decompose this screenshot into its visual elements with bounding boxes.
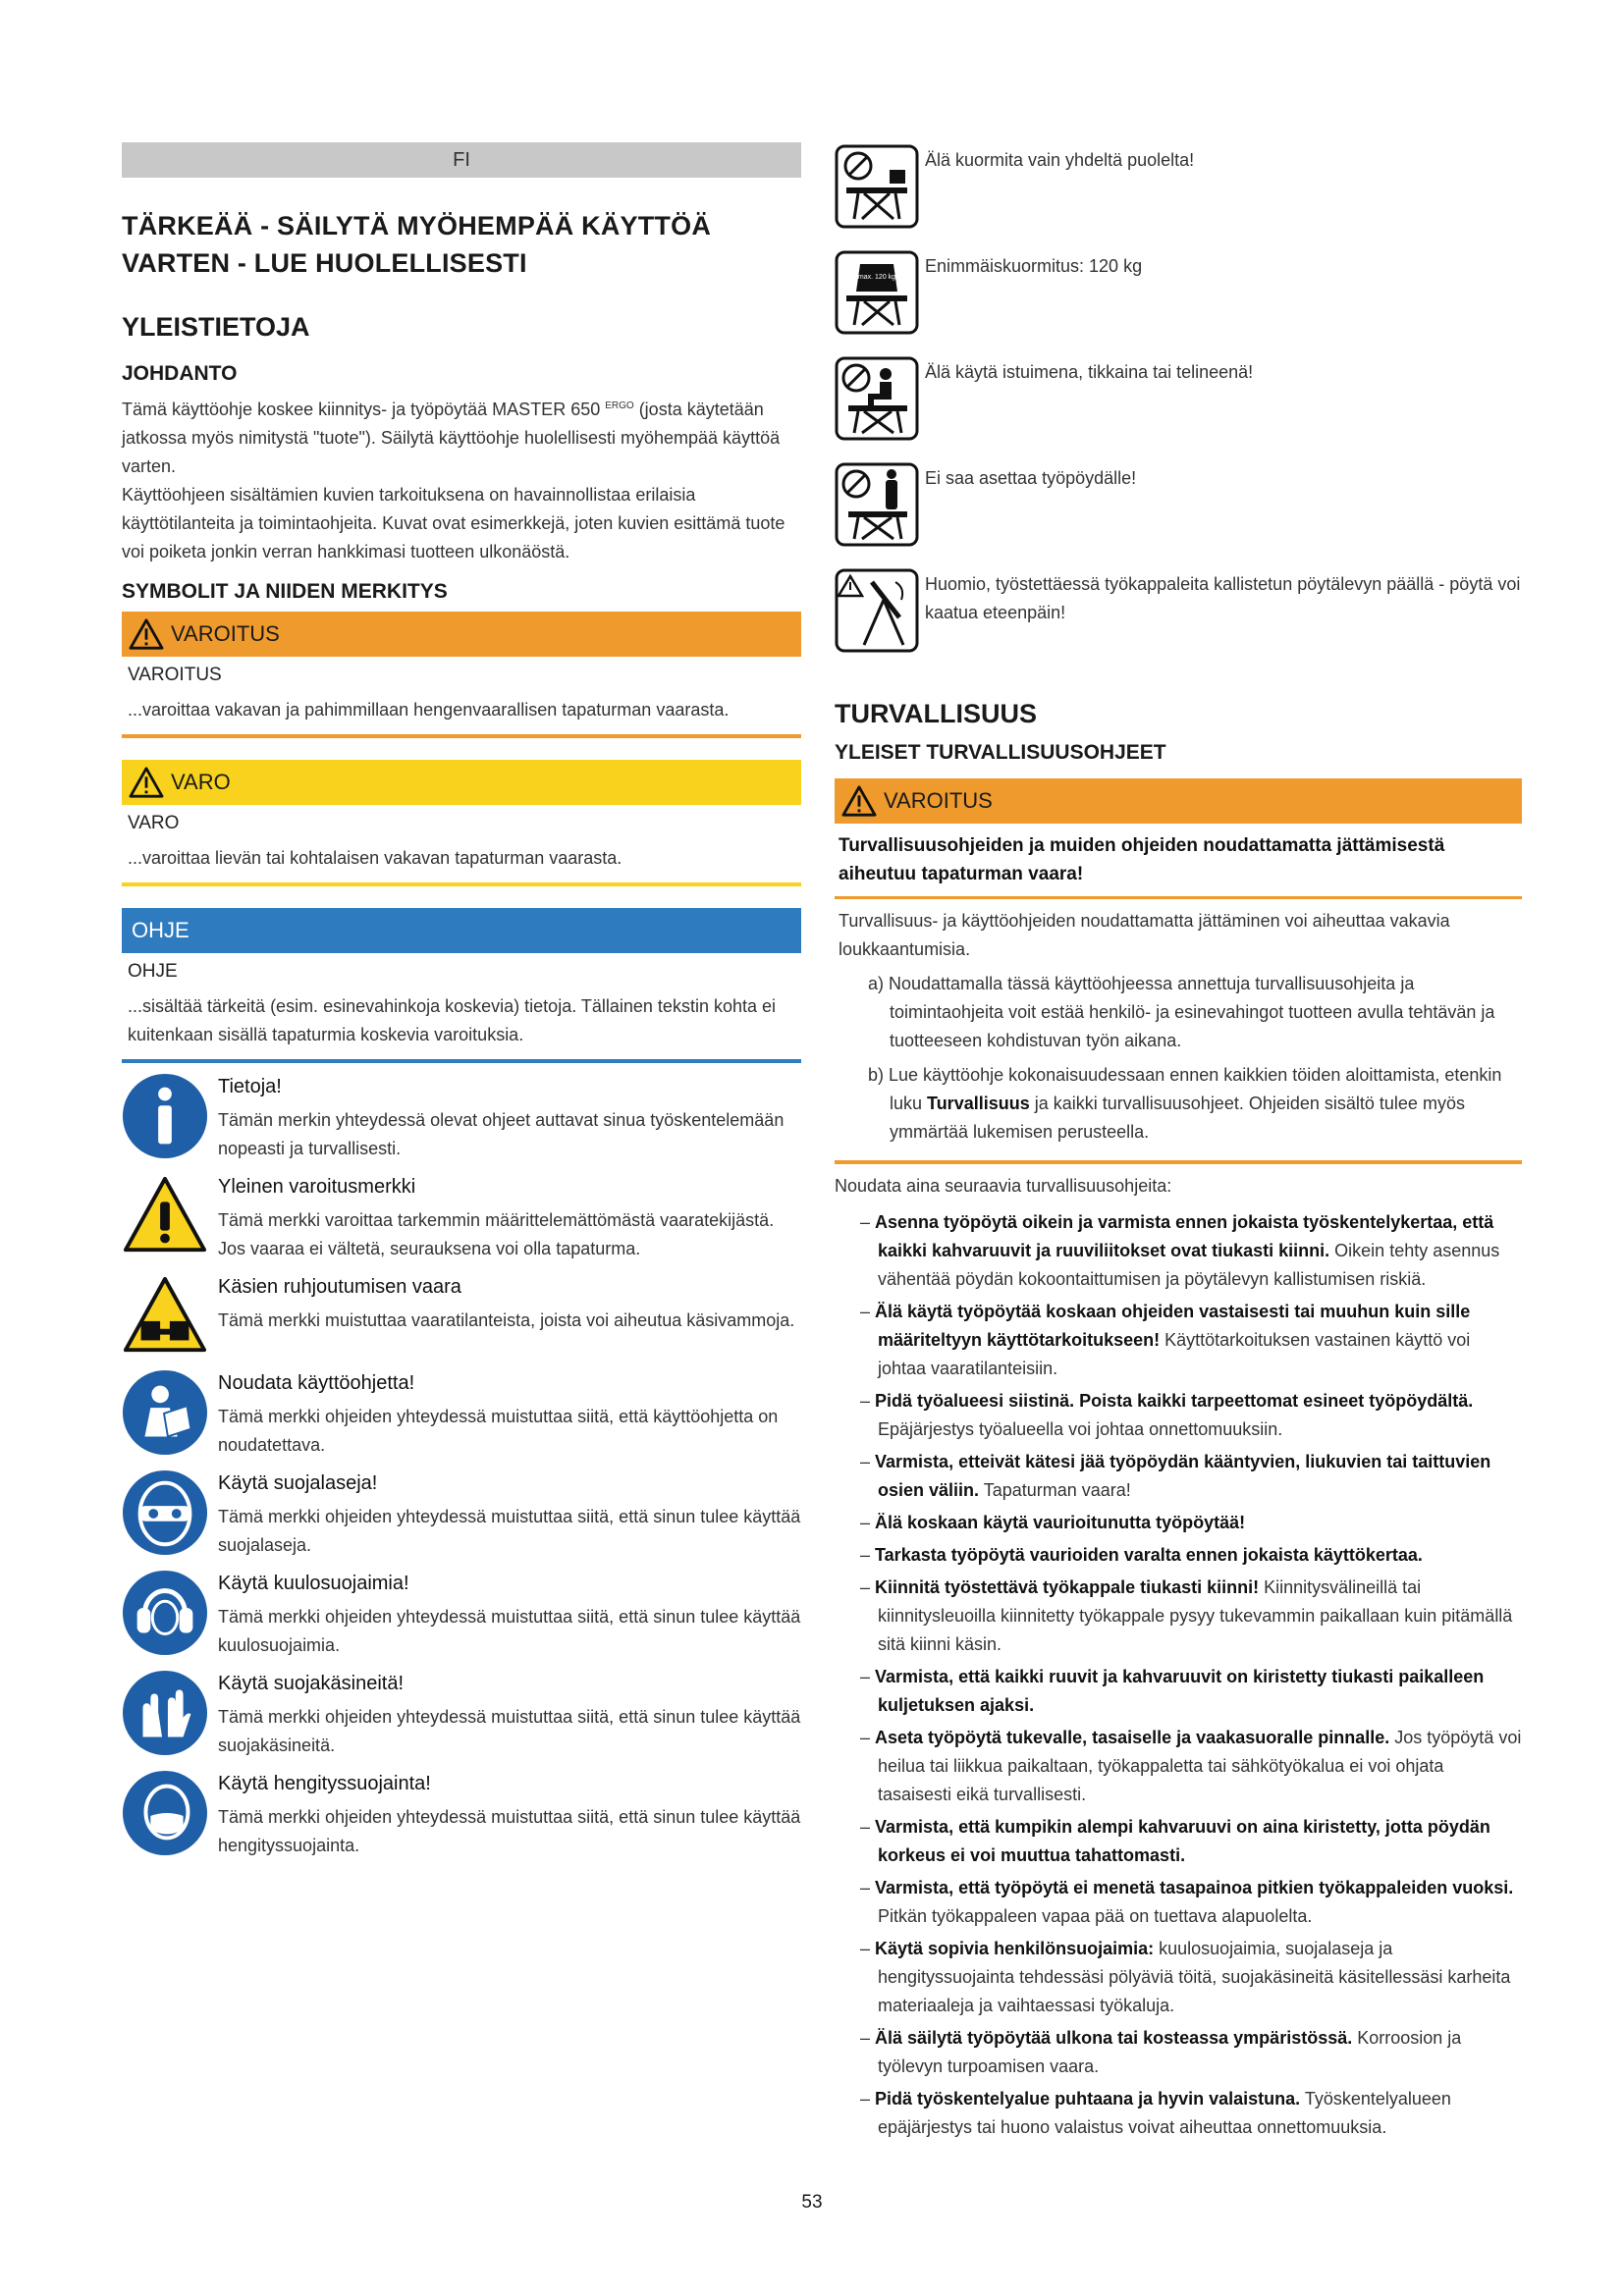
warning-keyword: VAROITUS xyxy=(128,665,222,685)
symbol-list xyxy=(122,1073,801,1860)
pictogram-row xyxy=(835,142,1522,248)
pictogram-text: Ei saa asettaa työpöydälle! xyxy=(925,468,1137,488)
safety-heading: TURVALLISUUS xyxy=(835,699,1038,728)
right-column xyxy=(835,142,1522,2146)
left-column xyxy=(122,142,801,1860)
warning-triangle-icon xyxy=(840,784,878,818)
symbol-row xyxy=(122,1469,801,1560)
caution-banner-label: VARO xyxy=(171,770,231,794)
list-item: – Aseta työpöytä tukevalle, tasaiselle ja vaakasuoralle pinnalle. Jos työpöytä voi heilua tai liikkua paikaltaan, työkappaletta tai sähkötyökalua ei voi ohjata tasaisesti eikä turvallisesti. xyxy=(860,1728,1522,1804)
pictogram-row xyxy=(835,354,1522,460)
read-manual-icon xyxy=(122,1369,208,1456)
safety-warning-box xyxy=(835,778,1522,1164)
general-heading: YLEISTIETOJA xyxy=(122,312,310,342)
language-bar: FI xyxy=(122,142,801,178)
symbol-title: Käytä suojalaseja! xyxy=(218,1472,378,1494)
safety-subheading: YLEISET TURVALLISUUSOHJEET xyxy=(835,741,1166,764)
respirator-icon xyxy=(122,1770,208,1856)
ear-protection-icon xyxy=(122,1570,208,1656)
symbol-title: Käytä hengityssuojainta! xyxy=(218,1773,431,1794)
symbol-desc: Tämä merkki ohjeiden yhteydessä muistuttaa siitä, että sinun tulee käyttää suojakäsineitä. xyxy=(218,1707,801,1755)
symbol-desc: Tämä merkki varoittaa tarkemmin määrittelemättömästä vaaratekijästä. Jos vaaraa ei vältetä, seurauksena voi olla tapaturma. xyxy=(218,1210,775,1258)
safety-item-b: b) Lue käyttöohje kokonaisuudessaan ennen kaikkien töiden aloittamista, etenkin luku Turvallisuus ja kaikki turvallisuusohjeet. Ohjeiden sisältö tulee myös ymmärtää lukemisen perusteella. xyxy=(868,1065,1502,1142)
symbol-row xyxy=(122,1369,801,1460)
list-item: – Kiinnitä työstettävä työkappale tiukasti kiinni! Kiinnitysvälineillä tai kiinnitysleuoilla kiinnitetty työkappale pysyy tukevammin paikallaan kuin pitämällä sitä kiinni käsin. xyxy=(860,1577,1513,1654)
one-side-load-prohibited-icon xyxy=(835,144,919,229)
intro-paragraph-2: Käyttöohjeen sisältämien kuvien tarkoituksena on havainnollistaa erilaisia käyttötilanteita ja toimintaohjeita. Kuvat ovat esimerkkejä, joten kuvien esittämä tuote voi poiketa jonkin verran hankkimasi tuotteen ulkonäöstä. xyxy=(122,485,785,561)
symbols-heading: SYMBOLIT JA NIIDEN MERKITYS xyxy=(122,580,448,603)
safety-warning-banner-label: VAROITUS xyxy=(884,788,993,813)
safety-warning-banner xyxy=(835,778,1522,824)
list-item: – Älä koskaan käytä vaurioitunutta työpöytää! xyxy=(860,1513,1246,1532)
caution-text: ...varoittaa lievän tai kohtalaisen vakavan tapaturman vaarasta. xyxy=(128,848,623,868)
list-item: – Asenna työpöytä oikein ja varmista ennen jokaista työskentelykertaa, että kaikki kahvaruuvit ja ruuviliitokset ovat tiukasti kiinni. Oikein tehty asennus vähentää pöydän kokoontaittumisen ja pöytälevyn kallistumisen riskiä. xyxy=(860,1212,1500,1289)
symbol-desc: Tämä merkki ohjeiden yhteydessä muistuttaa siitä, että sinun tulee käyttää kuulosuojaimia. xyxy=(218,1607,801,1655)
symbol-title: Käytä kuulosuojaimia! xyxy=(218,1573,409,1594)
symbol-row xyxy=(122,1770,801,1860)
pictogram-row xyxy=(835,248,1522,354)
safety-item-a: a) Noudattamalla tässä käyttöohjeessa annettuja turvallisuusohjeita ja toimintaohjeita voit estää henkilö- ja esinevahingot tuotteen avulla tehtävän ja tuotteeseen kohdistuvan työn aikana. xyxy=(868,974,1495,1050)
list-item: – Varmista, että kumpikin alempi kahvaruuvi on aina kiristetty, jotta pöydän korkeus ei voi muuttua tahattomasti. xyxy=(860,1817,1490,1865)
safety-goggles-icon xyxy=(122,1469,208,1556)
warning-banner xyxy=(122,612,801,657)
no-standing-icon xyxy=(835,462,919,547)
symbol-desc: Tämän merkin yhteydessä olevat ohjeet auttavat sinua työskentelemään nopeasti ja turvallisesti. xyxy=(218,1110,785,1158)
caution-keyword: VARO xyxy=(128,813,180,833)
hand-crush-icon xyxy=(122,1273,208,1360)
symbol-title: Yleinen varoitusmerkki xyxy=(218,1176,416,1198)
list-item: – Varmista, että työpöytä ei menetä tasapainoa pitkien työkappaleiden vuoksi. Pitkän työkappaleen vapaa pää on tuettava alapuolelta. xyxy=(860,1878,1514,1926)
intro-paragraph-1: Tämä käyttöohje koskee kiinnitys- ja työpöytää MASTER 650 $^{ERGO}$ (josta käytetään jatkossa myös nimitystä "tuote"). Säilytä käyttöohje huolellisesti myöhempää käyttöä varten. xyxy=(122,400,781,476)
max-load-icon xyxy=(835,250,919,335)
no-sitting-icon xyxy=(835,356,919,441)
notice-warning xyxy=(122,612,801,738)
symbol-row xyxy=(122,1173,801,1263)
gloves-icon xyxy=(122,1670,208,1756)
list-item: – Tarkasta työpöytä vaurioiden varalta ennen jokaista käyttökertaa. xyxy=(860,1545,1423,1565)
warning-banner-label: VAROITUS xyxy=(171,621,280,646)
safety-warning-body: Turvallisuus- ja käyttöohjeiden noudattamatta jättäminen voi aiheuttaa vakavia loukkaantumisia. xyxy=(839,911,1450,959)
pictogram-text: Älä kuormita vain yhdeltä puolelta! xyxy=(925,150,1195,170)
list-item: – Pidä työalueesi siistinä. Poista kaikki tarpeettomat esineet työpöydältä. Epäjärjestys työalueella voi johtaa onnettomuuksiin. xyxy=(860,1391,1474,1439)
list-item: – Varmista, etteivät kätesi jää työpöydän kääntyvien, liukuvien tai taittuvien osien väliin. Tapaturman vaara! xyxy=(860,1452,1491,1500)
pictogram-text: Enimmäiskuormitus: 120 kg xyxy=(925,256,1143,276)
pictogram-text: Huomio, työstettäessä työkappaleita kallistetun pöytälevyn päällä - pöytä voi kaatua eteenpäin! xyxy=(925,574,1521,622)
symbol-title: Noudata käyttöohjetta! xyxy=(218,1372,415,1394)
note-text: ...sisältää tärkeitä (esim. esinevahinkoja koskevia) tietoja. Tällainen tekstin kohta ei kuitenkaan sisällä tapaturmia koskevia varoituksia. xyxy=(128,996,776,1044)
notice-caution xyxy=(122,760,801,886)
intro-heading: JOHDANTO xyxy=(122,362,238,385)
symbol-desc: Tämä merkki ohjeiden yhteydessä muistuttaa siitä, että sinun tulee käyttää hengityssuojainta. xyxy=(218,1807,801,1855)
pictogram-row xyxy=(835,460,1522,566)
symbol-row xyxy=(122,1670,801,1760)
safety-follow-text: Noudata aina seuraavia turvallisuusohjeita: xyxy=(835,1176,1172,1196)
page-number: 53 xyxy=(801,2192,823,2213)
warning-text: ...varoittaa vakavan ja pahimmillaan hengenvaarallisen tapaturman vaarasta. xyxy=(128,700,730,720)
notice-note xyxy=(122,908,801,1063)
caution-triangle-icon xyxy=(128,766,165,799)
info-icon xyxy=(122,1073,208,1159)
list-item: – Älä käytä työpöytää koskaan ohjeiden vastaisesti tai muuhun kuin sille määriteltyyn käyttötarkoitukseen! Käyttötarkoituksen vastainen käyttö voi johtaa vaaratilanteisiin. xyxy=(860,1302,1471,1378)
safety-warning-bold-text: Turvallisuusohjeiden ja muiden ohjeiden noudattamatta jättämisestä aiheutuu tapaturman vaara! xyxy=(835,824,1522,899)
list-item: – Varmista, että kaikki ruuvit ja kahvaruuvit on kiristetty tiukasti paikalleen kuljetuksen ajaksi. xyxy=(860,1667,1485,1715)
note-banner: OHJE xyxy=(122,908,801,953)
note-keyword: OHJE xyxy=(128,961,178,982)
symbol-title: Käsien ruhjoutumisen vaara xyxy=(218,1276,461,1298)
symbol-desc: Tämä merkki muistuttaa vaaratilanteista, joista voi aiheutua käsivammoja. xyxy=(218,1310,795,1330)
caution-banner xyxy=(122,760,801,805)
symbol-row xyxy=(122,1570,801,1660)
list-item: – Älä säilytä työpöytää ulkona tai kosteassa ympäristössä. Korroosion ja työlevyn turpoamisen vaara. xyxy=(860,2028,1462,2076)
page-title: TÄRKEÄÄ - SÄILYTÄ MYÖHEMPÄÄ KÄYTTÖÄ VARTEN - LUE HUOLELLISESTI xyxy=(122,211,712,278)
max-load-weight-label: max. 120 kg xyxy=(857,274,896,281)
symbol-desc: Tämä merkki ohjeiden yhteydessä muistuttaa siitä, että käyttöohjetta on noudatettava. xyxy=(218,1407,779,1455)
symbol-title: Käytä suojakäsineitä! xyxy=(218,1673,405,1694)
symbol-desc: Tämä merkki ohjeiden yhteydessä muistuttaa siitä, että sinun tulee käyttää suojalaseja. xyxy=(218,1507,801,1555)
list-item: – Käytä sopivia henkilönsuojaimia: kuulosuojaimia, suojalaseja ja hengityssuojainta tehdessäsi pölyäviä töitä, suojakäsineitä käsitellessäsi karheita materiaaleja ja vaihtaessasi työkaluja. xyxy=(860,1939,1511,2015)
tipping-warning-icon xyxy=(835,568,919,653)
pictogram-row xyxy=(835,566,1522,672)
symbol-row xyxy=(122,1073,801,1163)
general-warning-icon xyxy=(122,1173,208,1259)
pictogram-text: Älä käytä istuimena, tikkaina tai telineenä! xyxy=(925,362,1254,382)
safety-rules-list xyxy=(835,1208,1522,2142)
warning-triangle-icon xyxy=(128,617,165,651)
symbol-title: Tietoja! xyxy=(218,1076,282,1097)
symbol-row xyxy=(122,1273,801,1360)
list-item: – Pidä työskentelyalue puhtaana ja hyvin valaistuna. Työskentelyalueen epäjärjestys tai huono valaistus voivat aiheuttaa onnettomuuksia. xyxy=(860,2089,1451,2137)
